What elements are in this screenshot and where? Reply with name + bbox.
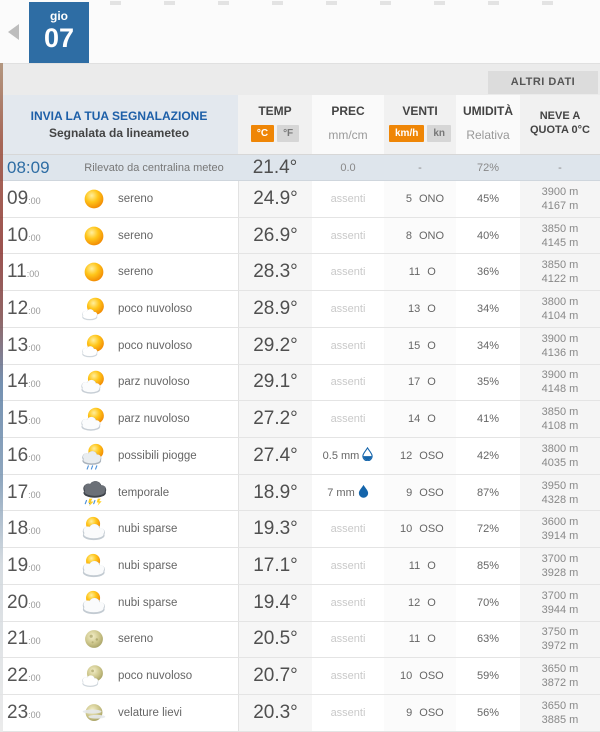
humidity-value: 36% — [476, 266, 500, 279]
wind-cell: 10 OSO — [384, 511, 456, 547]
precipitation-cell — [312, 401, 384, 437]
forecast-row — [0, 328, 600, 365]
row-time: 20:00 — [7, 591, 41, 613]
sun-icon — [79, 257, 109, 287]
prec-amount: 0.5 mm — [322, 449, 360, 462]
forecast-row — [0, 475, 600, 512]
sun-small-cloud-icon — [79, 331, 109, 361]
wind-cell: 10 OSO — [384, 658, 456, 694]
sun-small-cloud-icon — [79, 294, 109, 324]
temperature-value: 20.5° — [238, 622, 312, 658]
humidity-value: 72% — [476, 523, 500, 536]
forecast-row — [0, 181, 600, 218]
humidity-value: 40% — [476, 229, 500, 242]
neve-label-line2: QUOTA 0°C — [529, 124, 590, 136]
cutoff-text-decor — [110, 1, 596, 5]
temperature-value: 17.1° — [238, 548, 312, 584]
forecast-row — [0, 511, 600, 548]
umidita-column-header — [456, 95, 520, 154]
celsius-toggle-button[interactable]: °C — [251, 125, 274, 142]
station-reading-row — [0, 155, 600, 181]
wind-cell: 11 O — [384, 254, 456, 290]
row-time: 22:00 — [7, 665, 41, 687]
row-time: 16:00 — [7, 444, 41, 466]
previous-day-arrow-icon[interactable] — [8, 24, 19, 40]
humidity-value: 42% — [476, 449, 500, 462]
prec-amount: 7 mm — [327, 486, 355, 499]
weather-description: sereno — [118, 192, 154, 205]
humidity-value: 70% — [476, 596, 500, 609]
snow-level-cell: 3650 m 3885 m — [520, 695, 600, 731]
row-time: 13:00 — [7, 334, 41, 356]
snow-level-cell: 3900 m 4136 m — [520, 328, 600, 364]
precipitation-cell — [312, 548, 384, 584]
snow-level-cell: 3750 m 3972 m — [520, 622, 600, 658]
prec-assenti-label: assenti — [330, 596, 366, 609]
temperature-value: 26.9° — [238, 218, 312, 254]
day-tab-date: 07 — [43, 23, 75, 53]
moon-icon — [79, 624, 109, 654]
snow-level-cell: 3850 m 4108 m — [520, 401, 600, 437]
precipitation-cell — [312, 291, 384, 327]
row-time: 10:00 — [7, 224, 41, 246]
snow-level-cell: 3850 m 4145 m — [520, 218, 600, 254]
prec-assenti-label: assenti — [330, 229, 366, 242]
weather-description: sereno — [118, 633, 154, 646]
prec-assenti-label: assenti — [330, 633, 366, 646]
humidity-value: 34% — [476, 303, 500, 316]
sun-cloud-icon — [79, 367, 109, 397]
snow-level-cell: 3700 m 3944 m — [520, 585, 600, 621]
row-time: 11:00 — [7, 261, 40, 283]
row-time: 09:00 — [7, 187, 41, 209]
full-drop-icon — [358, 484, 369, 501]
prec-assenti-label: assenti — [330, 339, 366, 352]
humidity-value: 45% — [476, 192, 500, 205]
wind-cell: 17 O — [384, 365, 456, 401]
weather-description: sereno — [118, 229, 154, 242]
prec-assenti-label: assenti — [330, 560, 366, 573]
temp-label: TEMP — [258, 104, 292, 118]
half-drop-icon — [362, 447, 373, 464]
station-prec: 0.0 — [340, 161, 356, 174]
weather-description: parz nuvoloso — [118, 413, 190, 426]
umidita-label: UMIDITÀ — [463, 104, 513, 118]
venti-label: VENTI — [402, 104, 438, 118]
weather-description: parz nuvoloso — [118, 376, 190, 389]
prec-unit-label: mm/cm — [328, 128, 368, 142]
umidita-sub-label: Relativa — [466, 128, 510, 142]
sun-cloud-icon — [79, 404, 109, 434]
temperature-value: 20.3° — [238, 695, 312, 731]
sun-icon — [79, 221, 109, 251]
moon-haze-icon — [79, 698, 109, 728]
prec-assenti-label: assenti — [330, 192, 366, 205]
cloud-sun-icon — [79, 514, 109, 544]
snow-level-cell: 3950 m 4328 m — [520, 475, 600, 511]
temp-column-header — [238, 95, 312, 154]
forecast-row — [0, 548, 600, 585]
precipitation-cell — [312, 328, 384, 364]
precipitation-cell — [312, 218, 384, 254]
precipitation-cell — [312, 438, 384, 474]
temperature-value: 18.9° — [238, 475, 312, 511]
humidity-value: 41% — [476, 413, 500, 426]
humidity-value: 59% — [476, 670, 500, 683]
weather-description: possibili piogge — [118, 449, 197, 462]
prec-label: PREC — [331, 104, 365, 118]
forecast-row — [0, 585, 600, 622]
segnalata-da-label: Segnalata da lineameteo — [48, 126, 190, 140]
temperature-value: 20.7° — [238, 658, 312, 694]
storm-icon — [79, 478, 109, 508]
weather-description: nubi sparse — [118, 596, 178, 609]
prec-assenti-label: assenti — [330, 670, 366, 683]
row-time: 21:00 — [7, 628, 41, 650]
prec-column-header — [312, 95, 384, 154]
humidity-value: 87% — [476, 486, 500, 499]
prec-assenti-label: assenti — [330, 523, 366, 536]
snow-level-cell: 3900 m 4167 m — [520, 181, 600, 217]
wind-cell: 9 OSO — [384, 475, 456, 511]
precipitation-cell — [312, 622, 384, 658]
snow-level-cell: 3600 m 3914 m — [520, 511, 600, 547]
row-time: 19:00 — [7, 555, 41, 577]
wind-cell: 9 OSO — [384, 695, 456, 731]
humidity-value: 34% — [476, 339, 500, 352]
snow-level-cell: 3800 m 4035 m — [520, 438, 600, 474]
day-tab-gio-07[interactable] — [29, 2, 89, 63]
row-time: 12:00 — [7, 298, 41, 320]
segnalazione-header-cell — [0, 95, 238, 154]
forecast-row — [0, 365, 600, 402]
precipitation-cell — [312, 254, 384, 290]
forecast-rows — [0, 181, 600, 732]
fahrenheit-toggle-button[interactable]: °F — [277, 125, 299, 142]
neve-label-line1: NEVE A — [539, 110, 581, 122]
sun-icon — [79, 184, 109, 214]
prec-assenti-label: assenti — [330, 376, 366, 389]
temperature-value: 28.9° — [238, 291, 312, 327]
forecast-row — [0, 622, 600, 659]
forecast-row — [0, 438, 600, 475]
temperature-value: 29.2° — [238, 328, 312, 364]
wind-cell: 11 O — [384, 622, 456, 658]
precipitation-cell — [312, 365, 384, 401]
cloud-sun-icon — [79, 551, 109, 581]
weather-description: poco nuvoloso — [118, 303, 193, 316]
day-tab-weekday: gio — [50, 9, 68, 23]
precipitation-cell — [312, 585, 384, 621]
snow-level-cell: 3850 m 4122 m — [520, 254, 600, 290]
table-header — [0, 95, 600, 155]
temperature-value: 19.3° — [238, 511, 312, 547]
weather-description: nubi sparse — [118, 523, 178, 536]
precipitation-cell — [312, 475, 384, 511]
weather-description: poco nuvoloso — [118, 670, 193, 683]
weather-description: velature lievi — [118, 706, 182, 719]
precipitation-cell — [312, 511, 384, 547]
cloud-sun-icon — [79, 588, 109, 618]
forecast-row — [0, 218, 600, 255]
prec-assenti-label: assenti — [330, 266, 366, 279]
weather-description: poco nuvoloso — [118, 339, 193, 352]
altri-dati-button[interactable]: ALTRI DATI — [488, 71, 598, 94]
prec-assenti-label: assenti — [330, 413, 366, 426]
toolbar — [0, 63, 600, 95]
station-wind: - — [418, 161, 422, 174]
row-time: 15:00 — [7, 408, 41, 430]
kmh-toggle-button[interactable]: km/h — [389, 125, 424, 142]
temperature-value: 28.3° — [238, 254, 312, 290]
station-humidity: 72% — [476, 161, 500, 174]
precipitation-cell — [312, 695, 384, 731]
forecast-row — [0, 695, 600, 732]
forecast-row — [0, 658, 600, 695]
sun-rain-icon — [79, 441, 109, 471]
humidity-value: 56% — [476, 706, 500, 719]
forecast-row — [0, 254, 600, 291]
snow-level-cell: 3900 m 4148 m — [520, 365, 600, 401]
wind-cell: 15 O — [384, 328, 456, 364]
row-time: 17:00 — [7, 481, 41, 503]
page-edge-decor — [0, 63, 3, 732]
wind-cell: 12 O — [384, 585, 456, 621]
station-temp: 21.4° — [252, 156, 298, 178]
day-tab-strip — [0, 0, 600, 63]
station-time: 08:09 — [7, 157, 50, 177]
wind-cell: 14 O — [384, 401, 456, 437]
snow-level-cell: 3800 m 4104 m — [520, 291, 600, 327]
prec-assenti-label: assenti — [330, 706, 366, 719]
row-time: 23:00 — [7, 701, 41, 723]
wind-cell: 8 ONO — [384, 218, 456, 254]
row-time: 14:00 — [7, 371, 41, 393]
venti-column-header — [384, 95, 456, 154]
temperature-value: 27.2° — [238, 401, 312, 437]
humidity-value: 63% — [476, 633, 500, 646]
moon-cloud-icon — [79, 661, 109, 691]
temperature-value: 19.4° — [238, 585, 312, 621]
weather-description: temporale — [118, 486, 170, 499]
invia-segnalazione-link[interactable]: INVIA LA TUA SEGNALAZIONE — [30, 109, 208, 123]
precipitation-cell — [312, 658, 384, 694]
snow-level-cell: 3650 m 3872 m — [520, 658, 600, 694]
wind-cell: 5 ONO — [384, 181, 456, 217]
humidity-value: 35% — [476, 376, 500, 389]
kn-toggle-button[interactable]: kn — [427, 125, 451, 142]
weather-description: nubi sparse — [118, 560, 178, 573]
station-neve: - — [558, 161, 562, 174]
forecast-row — [0, 291, 600, 328]
neve-column-header — [520, 95, 600, 154]
forecast-row — [0, 401, 600, 438]
temperature-value: 24.9° — [238, 181, 312, 217]
wind-cell: 12 OSO — [384, 438, 456, 474]
temperature-value: 29.1° — [238, 365, 312, 401]
station-description: Rilevato da centralina meteo — [84, 161, 224, 174]
snow-level-cell: 3700 m 3928 m — [520, 548, 600, 584]
humidity-value: 85% — [476, 560, 500, 573]
row-time: 18:00 — [7, 518, 41, 540]
weather-description: sereno — [118, 266, 154, 279]
wind-cell: 13 O — [384, 291, 456, 327]
wind-cell: 11 O — [384, 548, 456, 584]
temperature-value: 27.4° — [238, 438, 312, 474]
prec-assenti-label: assenti — [330, 303, 366, 316]
precipitation-cell — [312, 181, 384, 217]
